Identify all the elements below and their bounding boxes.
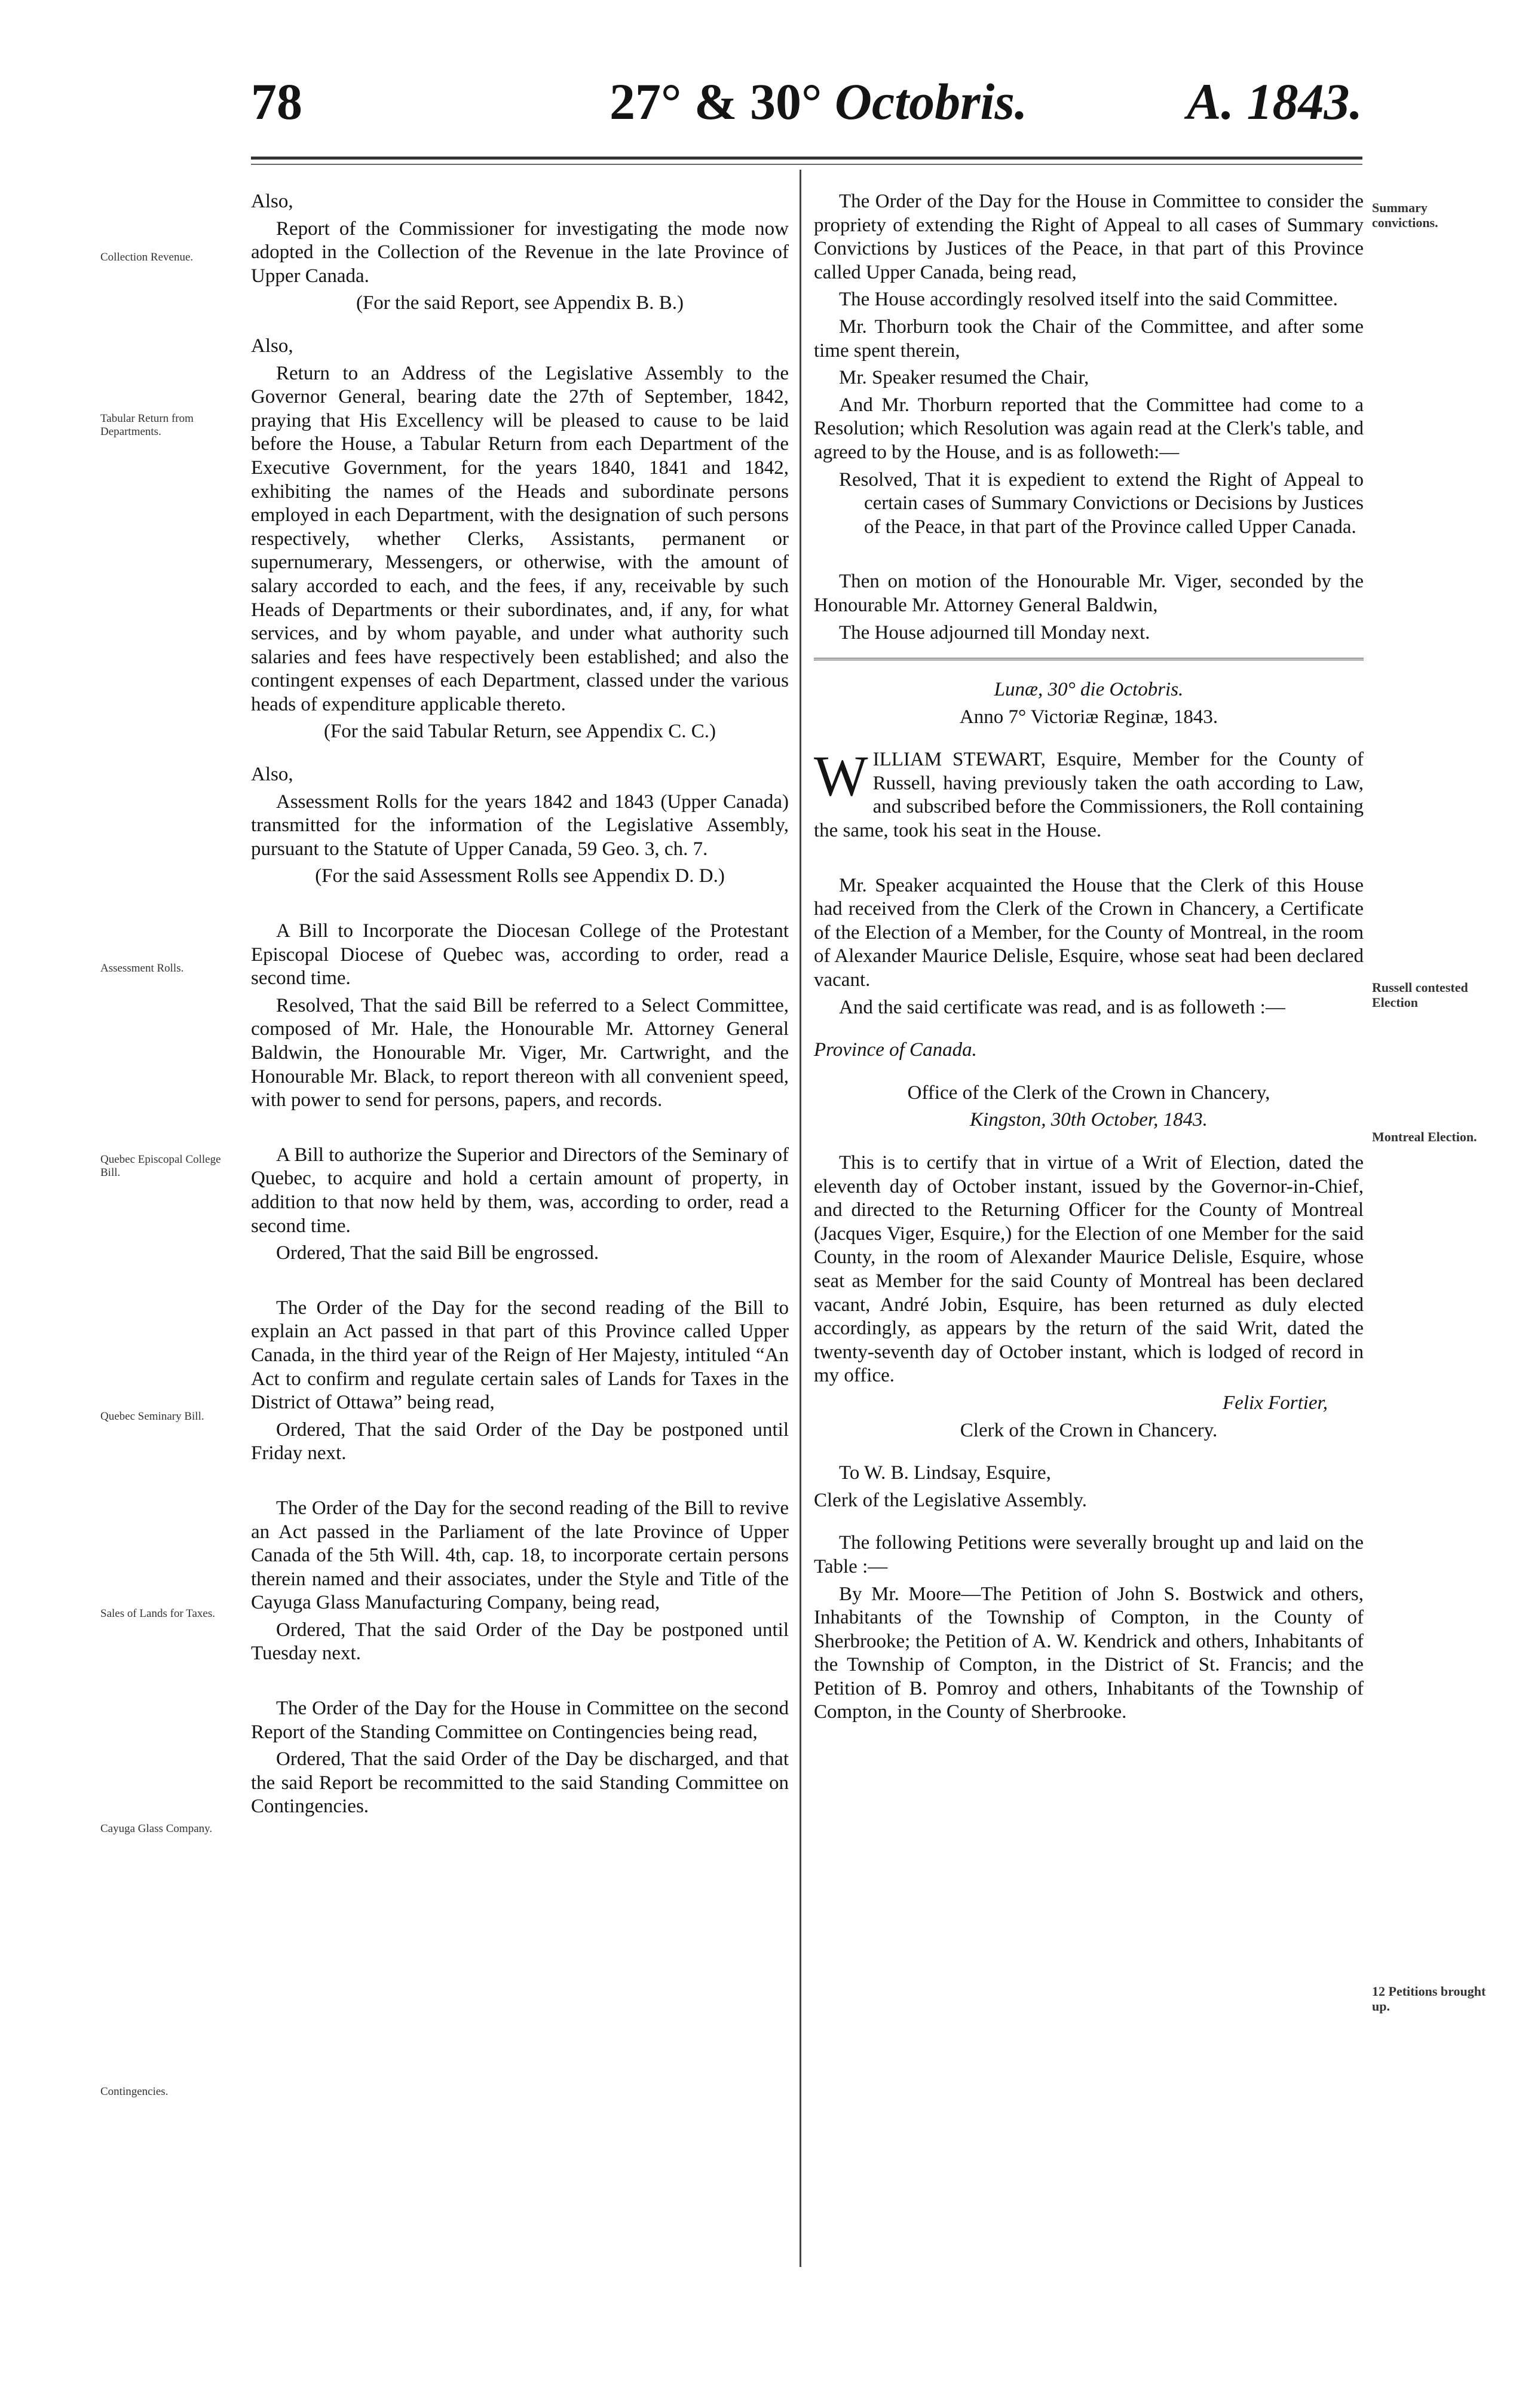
order-of-day: The Order of the Day for the House in Committee on the second Report of the Standing Committee on Contingencies being read, [251,1698,789,1743]
margin-note-right: Russell contested Election [1372,980,1468,1010]
certificate-place-date: Kingston, 30th October, 1843. [970,1109,1208,1131]
header-days: 27° & 30° [610,73,822,130]
header-year: A. 1843. [1187,73,1362,130]
certificate-office: Office of the Clerk of the Crown in Chancery, [907,1082,1270,1104]
margin-note-left: Quebec Seminary Bill. [100,1410,204,1423]
margin-note-left: Quebec Episcopal College Bill. [100,1153,221,1179]
page-header [251,72,1362,143]
speaker-announcement: Mr. Speaker acquainted the House that the Clerk of this House had received from the Clerk of the Crown in Chancery, a Certificate of the Election of a Member, for the County of Montreal, in the room of Alexander Maurice Delisle, Esquire, whose seat had been declared vacant. [814,874,1364,991]
margin-note-left: Cayuga Glass Company. [100,1822,213,1835]
margin-note-left: Contingencies. [100,2085,169,2098]
resolution: Resolved, That it is expedient to extend the Right of Appeal to certain cases of Summary Convictions or Decisions by Justices of the Peace, in that part of the Province called Upper Canada. [839,468,1364,538]
also-label: Also, [251,335,293,357]
also-label: Also, [251,764,293,786]
regnal-year: Anno 7° Victoriæ Reginæ, 1843. [959,706,1218,728]
motion: Then on motion of the Honourable Mr. Viger, seconded by the Honourable Mr. Attorney General Baldwin, [814,571,1364,616]
proceeding: The House accordingly resolved itself into the said Committee. [839,289,1338,311]
header-dates [610,72,1027,131]
right-column [814,190,1364,1728]
order-of-day: The Order of the Day for the second reading of the Bill to revive an Act passed in the Parliament of the late Province of Upper Canada of the 5th Will. 4th, cap. 18, to incorporate certain persons therein named and their associates, under the Style and Title of the Cayuga Glass Manufacturing Company, being read, [251,1497,789,1614]
petitions-intro: The following Petitions were severally brought up and laid on the Table :— [814,1532,1364,1577]
header-rule [251,157,1362,160]
margin-note-left: Assessment Rolls. [100,962,184,975]
drop-cap: W [814,744,868,808]
certificate-province: Province of Canada. [814,1039,977,1061]
margin-note-right: 12 Petitions brought up. [1372,1984,1486,2014]
sitting-date: Lunæ, 30° die Octobris. [994,679,1184,701]
petition-entry: By Mr. Moore—The Petition of John S. Bostwick and others, Inhabitants of the Township of Compton, in the County of Sherbrooke; the Petition of A. W. Kendrick and others, Inhabitants of the Township of Compton, in the District of St. Francis; and the Petition of B. Pomroy and others, Inhabitants of the Township of Compton, in the County of Sherbrooke. [814,1583,1364,1723]
appendix-reference: (For the said Report, see Appendix B. B.) [356,292,684,314]
bill-entry: A Bill to authorize the Superior and Directors of the Seminary of Quebec, to acquire and hold a certain amount of property, in addition to that now held by them, was, according to order, read a second time. [251,1144,789,1237]
margin-note-right: Summary convictions. [1372,200,1438,231]
return-entry: Return to an Address of the Legislative Assembly to the Governor General, bearing date the 27th of September, 1842, praying that His Excellency will be pleased to cause to be laid before the House, a Tabular Return from each Department of the Executive Government, for the years 1840, 1841 and 1842, exhibiting the names of the Heads and subordinate persons employed in each Department, with the designation of such persons respectively, whether Clerks, Assistants, permanent or supernumerary, Messengers, or otherwise, with the amount of salary accorded to each, and the fees, if any, receivable by such Heads of Departments or their subordinates, and, if any, for what services, and by whom payable, and under what authority such salaries and fees have respectively been established; and also the contingent expenses of each Department, classed under the various heads of expenditure applicable thereto. [251,362,789,715]
proceeding: And Mr. Thorburn reported that the Committee had come to a Resolution; which Resolution was again read at the Clerk's table, and agreed to by the House, and is as followeth:— [814,394,1364,463]
margin-note-left: Collection Revenue. [100,251,194,264]
assessment-entry: Assessment Rolls for the years 1842 and 1843 (Upper Canada) transmitted for the information of the Legislative Assembly, pursuant to the Statute of Upper Canada, 59 Geo. 3, ch. 7. [251,791,789,860]
certificate-body: This is to certify that in virtue of a Writ of Election, dated the eleventh day of October instant, issued by the Governor-in-Chief, and directed to the Returning Officer for the County of Montreal (Jacques Viger, Esquire,) for the Election of one Member for the said County, in the room of Alexander Maurice Delisle, Esquire, whose seat as Member for the said County of Montreal has been declared vacant, André Jobin, Esquire, has been returned as duly elected accordingly, as appears by the return of the said Writ, dated the twenty-seventh day of October instant, which is lodged of record in my office. [814,1152,1364,1387]
appendix-reference: (For the said Tabular Return, see Appendix C. C.) [323,721,716,743]
column-divider [800,170,801,2267]
left-column [251,190,789,1822]
page-number: 78 [251,73,302,130]
certificate-title: Clerk of the Crown in Chancery. [960,1419,1218,1441]
member-sworn-entry [814,744,1364,843]
order-of-day: The Order of the Day for the House in Committee to consider the propriety of extending the Right of Appeal to all cases of Summary Convictions by Justices of the Peace, in that part of this Province called Upper Canada, being read, [814,191,1364,283]
proceeding: Mr. Speaker resumed the Chair, [839,367,1089,389]
header-month: Octobris. [834,73,1028,130]
adjournment: The House adjourned till Monday next. [839,621,1150,644]
addressee: To W. B. Lindsay, Esquire, [839,1462,1051,1484]
member-sworn-text: ILLIAM STEWART, Esquire, Member for the County of Russell, having previously taken the oath according to Law, and subscribed before the Commissioners, the Roll containing the same, took his seat in the House. [814,749,1364,842]
order-of-day: The Order of the Day for the second reading of the Bill to explain an Act passed in that part of this Province called Upper Canada, in the third year of the Reign of Her Majesty, intituled “An Act to confirm and regulate certain sales of Lands for Taxes in the District of Ottawa” being read, [251,1297,789,1414]
also-label: Also, [251,191,293,212]
order: Ordered, That the said Order of the Day be postponed until Tuesday next. [251,1619,789,1665]
addressee-title: Clerk of the Legislative Assembly. [814,1489,1088,1511]
bill-entry: A Bill to Incorporate the Diocesan College of the Protestant Episcopal Diocese of Quebec was, according to order, read a second time. [251,920,789,989]
header-rule-thin [251,164,1362,165]
order: Ordered, That the said Order of the Day be postponed until Friday next. [251,1419,789,1465]
margin-note-right: Montreal Election. [1372,1129,1477,1144]
order: Ordered, That the said Order of the Day be discharged, and that the said Report be recommitted to the said Standing Committee on Contingencies. [251,1748,789,1818]
order: Ordered, That the said Bill be engrossed. [276,1242,599,1264]
section-separator [814,658,1364,660]
margin-note-left: Tabular Return from Departments. [100,412,194,438]
proceeding: Mr. Thorburn took the Chair of the Committee, and after some time spent therein, [814,315,1364,361]
appendix-reference: (For the said Assessment Rolls see Appendix D. D.) [315,865,725,887]
proceeding: And the said certificate was read, and is as followeth :— [839,996,1285,1018]
certificate-signature: Felix Fortier, [1223,1392,1328,1414]
margin-note-left: Sales of Lands for Taxes. [100,1607,215,1620]
report-entry: Report of the Commissioner for investigating the mode now adopted in the Collection of the Revenue in the late Province of Upper Canada. [251,217,789,287]
resolution: Resolved, That the said Bill be referred to a Select Committee, composed of Mr. Hale, the Honourable Mr. Attorney General Baldwin, the Honourable Mr. Viger, Mr. Cartwright, and the Honourable Mr. Black, to report thereon with all convenient speed, with power to send for persons, papers, and records. [251,994,789,1111]
